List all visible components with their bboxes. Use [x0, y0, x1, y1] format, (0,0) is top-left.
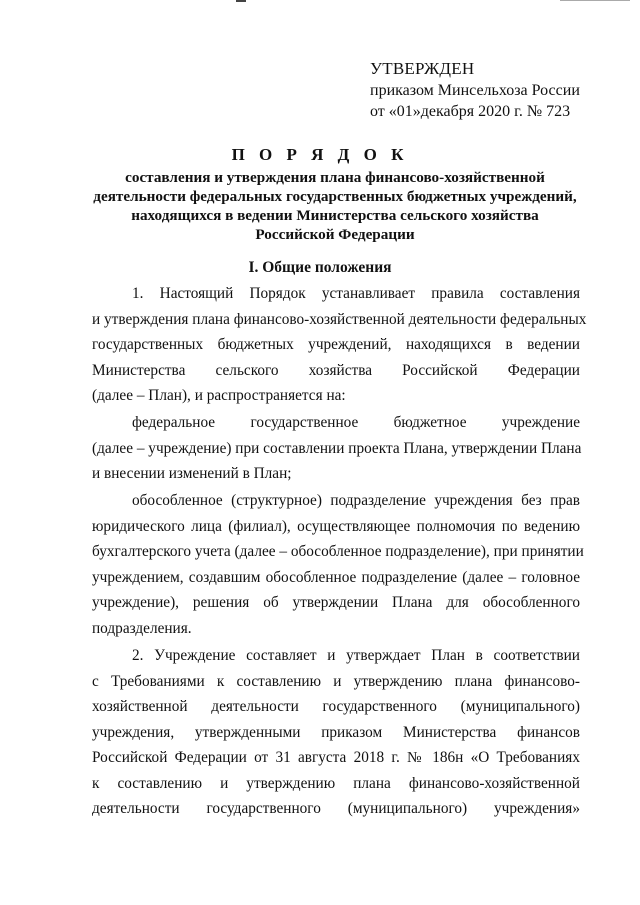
paragraph-line: 2. Учреждение составляет и утверждает План в соответствии: [132, 647, 580, 664]
paragraph-line: (далее – учреждение) при составлении проекта Плана, утверждении Плана: [92, 439, 582, 457]
paragraph-line: (далее – План), и распространяется на:: [92, 387, 346, 404]
subtitle-line: составления и утверждения плана финансово-хозяйственной: [125, 169, 545, 186]
subtitle-line: находящихся в ведении Министерства сельского хозяйства: [131, 207, 539, 224]
approval-order: приказом Минсельхоза России: [370, 82, 580, 99]
paragraph-line: и утверждения плана финансово-хозяйственной деятельности федеральных: [92, 310, 587, 328]
paragraph-line: бухгалтерского учета (далее – обособленное подразделение), при принятии: [92, 543, 584, 560]
paragraph-line: и внесении изменений в План;: [92, 465, 292, 482]
document-subtitle: [80, 168, 590, 244]
approval-block: [370, 58, 630, 122]
paragraph-line: учреждения, утвержденными приказом Министерства финансов: [92, 723, 580, 741]
paragraph-line: учреждение), решения об утверждении Плана для обособленного: [92, 594, 580, 611]
paragraph-line: с Требованиями к составлению и утверждению плана финансово-: [92, 672, 580, 690]
paragraph-line: 1. Настоящий Порядок устанавливает правила составления: [132, 285, 580, 302]
document-title: П О Р Я Д О К: [231, 145, 409, 164]
paragraph-line: к составлению и утверждению плана финансово-хозяйственной: [92, 774, 580, 792]
paragraph-1: [92, 281, 587, 409]
approval-title: УТВЕРЖДЕН: [370, 59, 475, 78]
paragraph-line: учреждением, создавшим обособленное подразделение (далее – головное: [92, 568, 580, 586]
paragraph-2: [92, 410, 580, 487]
paragraph-3: [92, 488, 584, 641]
paragraph-line: хозяйственной деятельности государственного (муниципального): [92, 698, 580, 715]
paragraph-4: [92, 643, 580, 822]
paragraph-line: Российской Федерации от 31 августа 2018 г. № 186н «О Требованиях: [92, 749, 580, 766]
subtitle-line: деятельности федеральных государственных бюджетных учреждений,: [93, 188, 577, 205]
subtitle-line: Российской Федерации: [255, 226, 415, 243]
paragraph-line: Министерства сельского хозяйства Российской Федерации: [92, 361, 580, 379]
scan-artifact-top-right: [560, 0, 630, 1]
scan-artifact-top: [236, 0, 246, 2]
paragraph-line: юридического лица (филиал), осуществляющее полномочия по ведению: [92, 517, 580, 535]
paragraph-line: федеральное государственное бюджетное учреждение: [132, 414, 580, 431]
paragraph-line: деятельности государственного (муниципального) учреждения»: [92, 800, 580, 817]
section-heading: I. Общие положения: [248, 259, 392, 276]
paragraph-line: подразделения.: [92, 619, 192, 637]
paragraph-line: обособленное (структурное) подразделение учреждения без прав: [132, 492, 580, 509]
paragraph-line: государственных бюджетных учреждений, находящихся в ведении: [92, 336, 580, 353]
approval-date: от «01»декабря 2020 г. № 723: [370, 103, 571, 120]
